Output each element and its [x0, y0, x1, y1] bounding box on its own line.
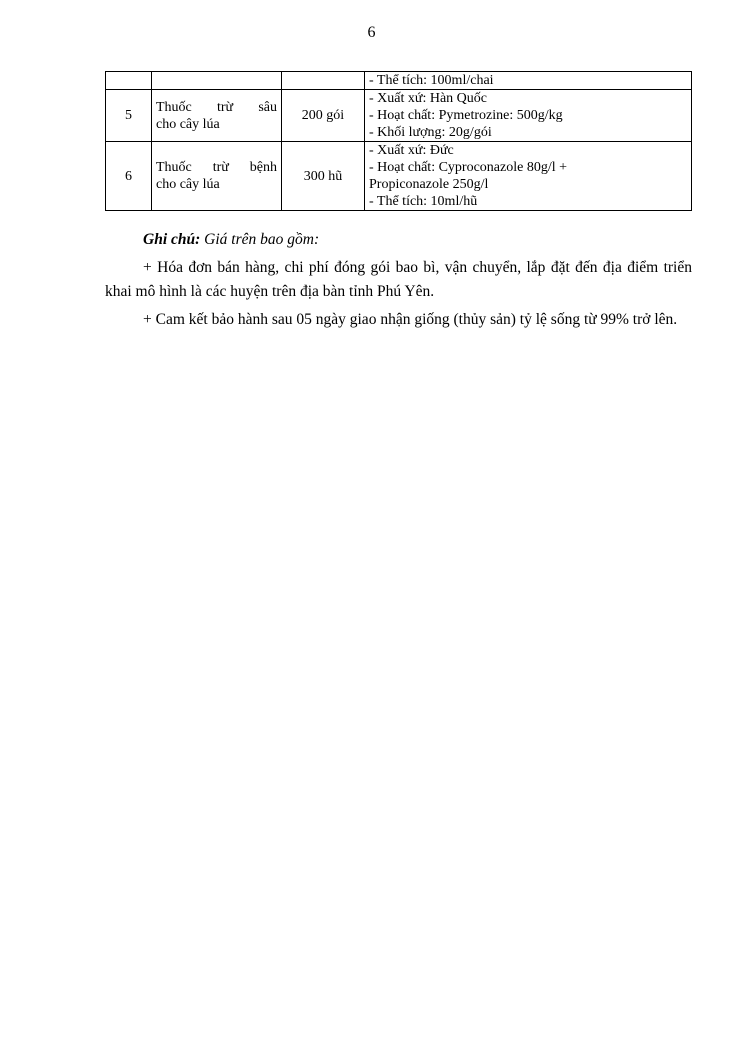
notes-title-bold: Ghi chú:	[143, 231, 201, 248]
note-paragraph-warranty: + Cam kết bảo hành sau 05 ngày giao nhận giống (thủy sản) tỷ lệ sống từ 99% trở lên.	[143, 311, 678, 328]
name-cell	[152, 90, 282, 142]
spec-line: - Hoạt chất: Pymetrozine: 500g/kg	[369, 108, 563, 123]
table-row	[106, 90, 692, 142]
note-paragraph-invoice: + Hóa đơn bán hàng, chi phí đóng gói bao bì, vận chuyển, lắp đặt đến địa điểm triển khai mô hình là các huyện trên địa bàn tỉnh Phú Yên.	[105, 259, 692, 300]
stt-cell	[106, 72, 152, 90]
spec-line: - Xuất xứ: Hàn Quốc	[369, 91, 488, 106]
table-row-continuation	[106, 72, 692, 90]
name-cell	[152, 142, 282, 211]
notes-section	[105, 228, 692, 336]
product-spec-table	[105, 71, 692, 211]
spec-cell	[365, 90, 692, 142]
spec-cell	[365, 72, 692, 90]
name-line: cho cây lúa	[156, 177, 220, 192]
name-line: cho cây lúa	[156, 116, 220, 132]
spec-line: - Khối lượng: 20g/gói	[369, 125, 492, 140]
spec-line: - Xuất xứ: Đức	[369, 143, 454, 158]
stt-cell: 5	[106, 90, 152, 142]
notes-title	[105, 228, 692, 252]
notes-title-rest: Giá trên bao gồm:	[200, 231, 320, 248]
spec-line: - Thể tích: 100ml/chai	[369, 73, 494, 88]
spec-cell	[365, 142, 692, 211]
qty-cell	[282, 72, 365, 90]
qty-cell: 300 hũ	[282, 142, 365, 211]
spec-line: - Thể tích: 10ml/hũ	[369, 194, 478, 209]
stt-cell: 6	[106, 142, 152, 211]
name-line: Thuốc trừ sâu	[156, 99, 277, 115]
name-cell	[152, 72, 282, 90]
page-number: 6	[367, 24, 376, 41]
table-row	[106, 142, 692, 211]
qty-cell: 200 gói	[282, 90, 365, 142]
spec-line: - Hoạt chất: Cyproconazole 80g/l +	[369, 160, 568, 175]
spec-line: Propiconazole 250g/l	[369, 177, 489, 192]
name-line: Thuốc trừ bệnh	[156, 160, 277, 175]
